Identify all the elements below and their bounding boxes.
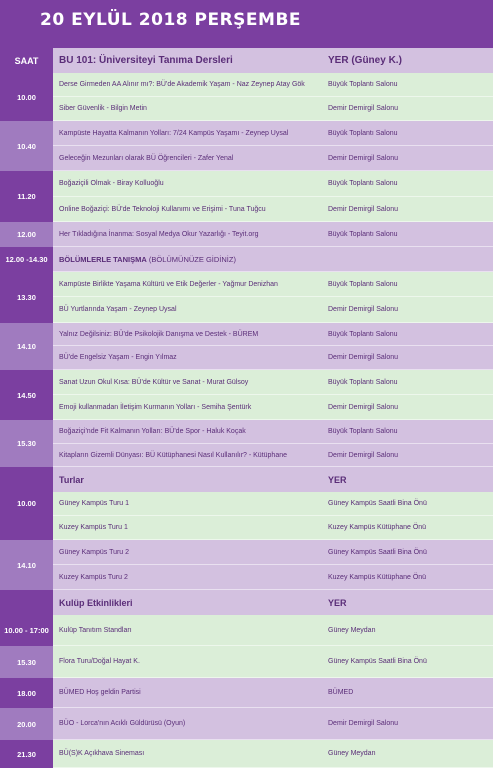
event-location: Demir Demirgil Salonu	[328, 306, 399, 313]
event-title: Kitapların Gizemli Dünyası: BÜ Kütüphanesi Nasıl Kullanılır? - Kütüphane	[59, 451, 288, 459]
time-1120: 11.20	[17, 192, 36, 201]
event-title: Kuzey Kampüs Turu 1	[59, 524, 128, 531]
event-title: Online Boğaziçi: BÜ'de Teknoloji Kullanımı ve Erişimi - Tuna Tuğcu	[59, 205, 266, 213]
event-location: Demir Demirgil Salonu	[328, 403, 399, 411]
event-location: Büyük Toplantı Salonu	[328, 81, 398, 88]
event-location: Güney Meydan	[328, 626, 376, 634]
schedule-row	[0, 323, 493, 346]
yer-header-turlar: YER	[328, 474, 347, 485]
event-location: Güney Meydan	[328, 750, 376, 757]
event-location: Demir Demirgil Salonu	[328, 205, 399, 213]
page-title: 20 EYLÜL 2018 PERŞEMBE	[40, 10, 302, 30]
event-title: BÜ(S)K Açıkhava Sineması	[59, 750, 145, 757]
bolumler-title: BÖLÜMLERLE TANIŞMA	[59, 254, 147, 264]
schedule-row	[0, 708, 493, 740]
event-location: Büyük Toplantı Salonu	[328, 129, 398, 137]
event-location: Büyük Toplantı Salonu	[328, 330, 398, 338]
event-title: Geleceğin Mezunları olarak BÜ Öğrencileri - Zafer Yenal	[59, 154, 234, 162]
event-title: Kuzey Kampüs Turu 2	[59, 573, 128, 581]
schedule-row	[0, 346, 493, 370]
time-1530: 15.30	[0, 420, 53, 467]
event-location: Büyük Toplantı Salonu	[328, 230, 398, 238]
schedule-row	[0, 272, 493, 297]
schedule-row	[0, 121, 493, 146]
schedule-row	[0, 740, 493, 768]
event-location: Demir Demirgil Salonu	[328, 720, 399, 727]
saat-header: SAAT	[14, 55, 39, 66]
event-title: Her Tıkladığına İnanma: Sosyal Medya Okur Yazarlığı - Teyit.org	[59, 230, 259, 238]
event-location: Kuzey Kampüs Kütüphane Önü	[328, 573, 427, 581]
event-location: Büyük Toplantı Salonu	[328, 280, 398, 288]
event-location: Büyük Toplantı Salonu	[328, 180, 398, 187]
event-title: Boğaziçi'nde Fit Kalmanın Yolları: BÜ'de Spor - Haluk Koçak	[59, 428, 246, 435]
event-title: Sanat Uzun Okul Kısa: BÜ'de Kültür ve Sanat - Murat Gülsoy	[59, 378, 249, 386]
event-title: Derse Girmeden AA Alınır mı?: BÜ'de Akademik Yaşam - Naz Zeynep Atay Gök	[59, 81, 305, 88]
time-1200: 12.00	[0, 222, 53, 247]
schedule-row	[0, 516, 493, 540]
time-k-1800: 18.00	[17, 688, 36, 698]
event-location: Kuzey Kampüs Kütüphane Önü	[328, 524, 427, 531]
schedule-row	[0, 395, 493, 420]
time-1040: 10.40	[0, 121, 53, 171]
yer-header-kulup: YER	[328, 597, 347, 608]
event-title: BÜ'de Engelsiz Yaşam - Engin Yılmaz	[59, 354, 177, 361]
schedule-row	[0, 146, 493, 171]
schedule-row	[0, 540, 493, 565]
event-title: Siber Güvenlik - Bilgin Metin	[59, 105, 147, 112]
time-tur-1000: 10.00	[17, 499, 36, 508]
event-title: Kampüste Hayatta Kalmanın Yolları: 7/24 Kampüs Yaşamı - Zeynep Uysal	[59, 129, 289, 137]
time-1000: 10.00	[17, 92, 36, 102]
schedule-row	[0, 222, 493, 247]
schedule-row	[0, 615, 493, 646]
schedule-row	[0, 678, 493, 708]
time-1200-1430: 12.00 -14.30	[5, 255, 48, 264]
time-k-2000: 20.00	[0, 708, 53, 740]
section-header-turlar: Turlar	[59, 474, 84, 485]
event-location: Büyük Toplantı Salonu	[328, 378, 398, 386]
event-title: Emoji kullanmadan İletişim Kurmanın Yolları - Semiha Şentürk	[59, 403, 252, 411]
time-k-2130: 21.30	[17, 749, 36, 759]
event-title: Güney Kampüs Turu 2	[59, 548, 130, 556]
event-location: Demir Demirgil Salonu	[328, 154, 399, 162]
schedule-row	[0, 297, 493, 323]
event-location: Güney Kampüs Saatli Bina Önü	[328, 548, 427, 556]
time-k-1530: 15.30	[0, 646, 53, 678]
event-title: Kampüste Birlikte Yaşama Kültürü ve Etik Değerler - Yağmur Denizhan	[59, 280, 278, 288]
event-location: Güney Kampüs Saatli Bina Önü	[328, 500, 427, 507]
time-k-1000: 10.00 - 17:00	[4, 626, 49, 635]
event-location: BÜMED	[328, 689, 354, 696]
event-title: BÜO - Lorca'nın Acıklı Güldürüsü (Oyun)	[59, 720, 186, 727]
event-location: Demir Demirgil Salonu	[328, 354, 399, 361]
schedule-row	[0, 492, 493, 516]
schedule-row	[0, 370, 493, 395]
time-1330: 13.30	[17, 293, 36, 302]
event-title: Boğaziçili Olmak - Biray Kolluoğlu	[59, 180, 164, 187]
schedule-row	[0, 444, 493, 467]
schedule-row	[0, 171, 493, 197]
event-location: Demir Demirgil Salonu	[328, 451, 399, 459]
event-title: Kulüp Tanıtım Standları	[59, 626, 132, 634]
time-tur-1410: 14.10	[0, 540, 53, 590]
schedule-row	[0, 646, 493, 678]
section-header-kulup: Kulüp Etkinlikleri	[59, 597, 133, 608]
time-1410: 14.10	[0, 323, 53, 370]
event-title: Güney Kampüs Turu 1	[59, 500, 130, 507]
event-title: BÜ Yurtlarında Yaşam - Zeynep Uysal	[59, 306, 177, 313]
event-location: Demir Demirgil Salonu	[328, 105, 399, 112]
schedule-row	[0, 73, 493, 97]
schedule-row	[0, 420, 493, 444]
section-header-bu101: BU 101: Üniversiteyi Tanıma Dersleri	[59, 55, 233, 66]
yer-header: YER (Güney K.)	[328, 55, 402, 66]
schedule-row	[0, 197, 493, 222]
event-location: Büyük Toplantı Salonu	[328, 428, 398, 435]
schedule-row	[0, 565, 493, 590]
bolumler-note: (BÖLÜMÜNÜZE GİDİNİZ)	[146, 254, 236, 264]
event-title: BÜMED Hoş geldin Partisi	[59, 689, 141, 696]
event-title: Flora Turu/Doğal Hayat K.	[59, 658, 140, 665]
event-title: Yalnız Değilsiniz: BÜ'de Psikolojik Danışma ve Destek - BÜREM	[59, 330, 259, 338]
schedule-row	[0, 97, 493, 121]
event-location: Güney Kampüs Saatli Bina Önü	[328, 658, 427, 665]
time-1450: 14.50	[17, 390, 36, 400]
